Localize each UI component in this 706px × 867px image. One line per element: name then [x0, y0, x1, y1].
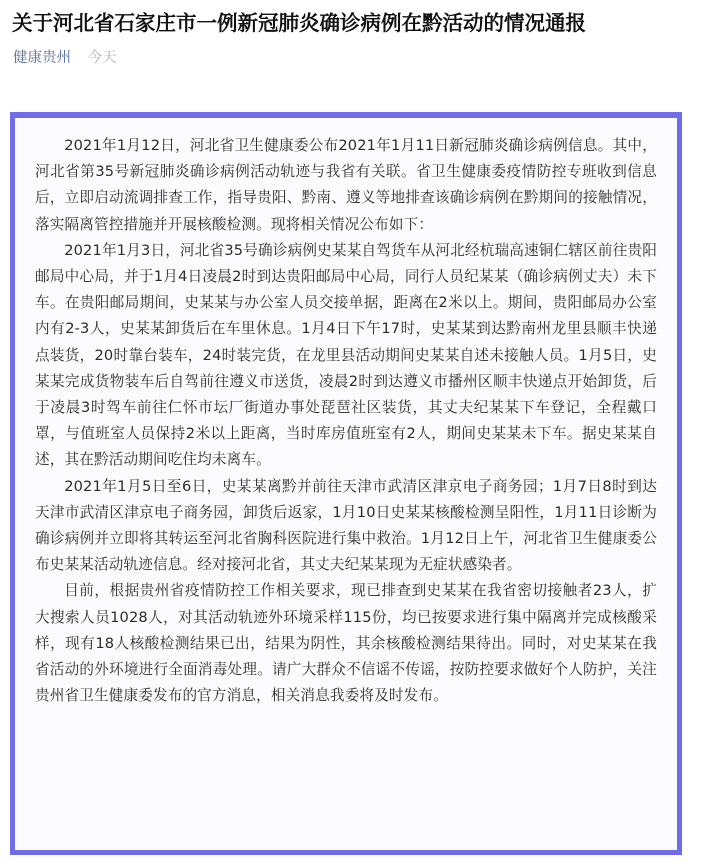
paragraph-itinerary: 2021年1月3日，河北省35号确诊病例史某某自驾货车从河北经杭瑞高速铜仁辖区前往贵阳邮局中心局，并于1月4日凌晨2时到达贵阳邮局中心局，同行人员纪某某（确诊病例丈夫）未下车。在贵阳邮局期间，史某某与办公室人员交接单据，距离在2米以上。期间，贵阳邮局办公室内有2-3人，史某某卸货后在车里休息。1月4日下午17时，史某某到达黔南州龙里县顺丰快递点装货，20时靠台装车，24时装完货，在龙里县活动期间史某某自述未接触人员。1月5日，史某某完成货物装车后自驾前往遵义市送货，凌晨2时到达遵义市播州区顺丰快递点开始卸货，后于凌晨3时驾车前往仁怀市坛厂街道办事处琵琶社区装货，其丈夫纪某某下车登记，全程戴口罩，与值班室人员保持2米以上距离，当时库房值班室有2人，期间史某某未下车。据史某某自述，其在黔活动期间吃住均未离车。: [35, 241, 657, 469]
article-meta: [13, 49, 117, 67]
paragraph-intro: 2021年1月12日，河北省卫生健康委公布2021年1月11日新冠肺炎确诊病例信息。其中，河北省第35号新冠肺炎确诊病例活动轨迹与我省有关联。省卫生健康委疫情防控专班收到信息后，立即启动流调排查工作，指导贵阳、黔南、遵义等地排查该确诊病例在黔期间的接触情况，落实隔离管控措施并开展核酸检测。现将相关情况公布如下：: [35, 137, 657, 233]
publish-date: 今天: [87, 50, 117, 66]
content-body: [35, 133, 657, 709]
article-title: 关于河北省石家庄市一例新冠肺炎确诊病例在黔活动的情况通报: [12, 11, 586, 35]
content-box: [10, 112, 682, 855]
paragraph-measures: 目前，根据贵州省疫情防控工作相关要求，现已排查到史某某在我省密切接触者23人，扩大搜索人员1028人，对其活动轨迹外环境采样115份，均已按要求进行集中隔离并完成核酸采样，现有18人核酸检测结果已出，结果为阴性，其余核酸检测结果待出。同时，对史某某在我省活动的外环境进行全面消毒处理。请广大群众不信谣不传谣，按防控要求做好个人防护，关注贵州省卫生健康委发布的官方消息，相关消息我委将及时发布。: [35, 582, 657, 705]
author-link[interactable]: 健康贵州: [13, 50, 71, 66]
paragraph-departure: 2021年1月5日至6日，史某某离黔并前往天津市武清区津京电子商务园；1月7日8时到达天津市武清区津京电子商务园，卸货后返家，1月10日史某某核酸检测呈阳性，1月11日诊断为确诊病例并立即将其转运至河北省胸科医院进行集中救治。1月12日上午，河北省卫生健康委公布史某某活动轨迹信息。经对接河北省，其丈夫纪某某现为无症状感染者。: [35, 477, 657, 574]
